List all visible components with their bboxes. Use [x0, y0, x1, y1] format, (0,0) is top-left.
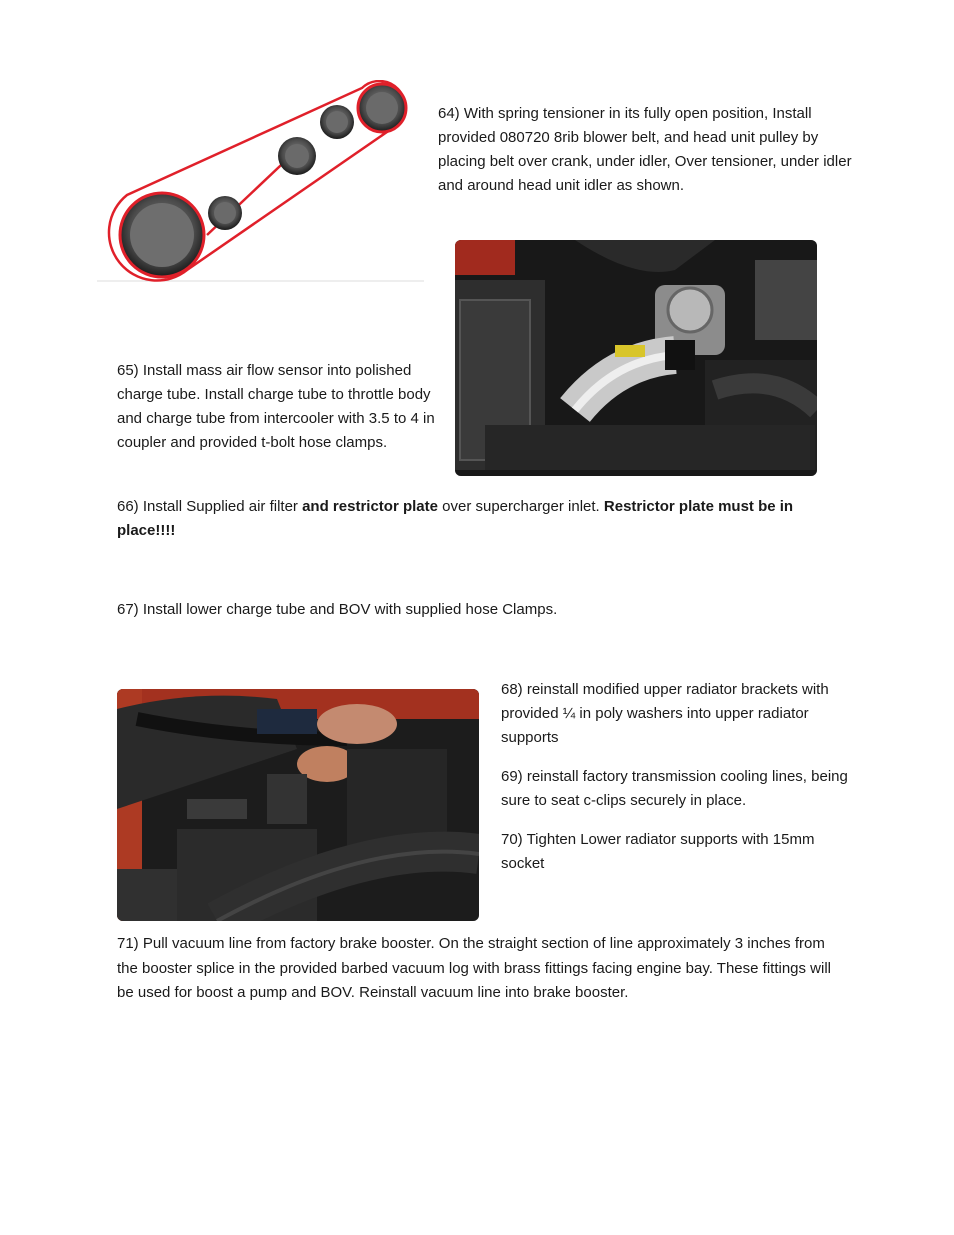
step-71: 71) Pull vacuum line from factory brake booster. On the straight section of line approximately 3 inches from the booster splice in the provided barbed vacuum log with brass fittings facing engine bay. These fittings will be used for boost a pump and BOV. Reinstall vacuum line into brake booster. — [117, 935, 832, 1001]
step-66-warning: Restrictor plate must be in place!!!! — [117, 498, 794, 539]
step-64: 64) With spring tensioner in its fully open position, Install provided 080720 8rib blower belt, and head unit pulley by placing belt over crank, under idler, Over tensioner, under idler and around head unit idler as shown. — [438, 105, 852, 194]
belt-routing-svg — [97, 80, 424, 283]
step-64-text — [438, 102, 858, 198]
step-66-bold-restrictor: and restrictor plate — [302, 498, 438, 515]
step-68: 68) reinstall modified upper radiator brackets with provided ¼ in poly washers into upper radiator supports — [501, 681, 829, 746]
step-66 — [117, 495, 847, 543]
step-67: 67) Install lower charge tube and BOV with supplied hose Clamps. — [117, 601, 558, 618]
step-65: 65) Install mass air flow sensor into polished charge tube. Install charge tube to throttle body and charge tube from intercooler with 3.5 to 4 in coupler and provided t-bolt hose clamps. — [117, 362, 435, 451]
step-70: 70) Tighten Lower radiator supports with 15mm socket — [501, 831, 815, 872]
step-69: 69) reinstall factory transmission cooling lines, being sure to seat c-clips securely in place. — [501, 768, 848, 809]
step-65-text — [117, 359, 437, 455]
charge-tube-photo — [455, 240, 817, 476]
step-66-part1: 66) Install Supplied air filter — [117, 498, 303, 515]
steps-68-70 — [501, 678, 851, 876]
step-67-text — [117, 598, 847, 622]
radiator-bracket-photo — [117, 689, 479, 921]
belt-routing-diagram — [97, 80, 424, 283]
step-66-text — [117, 495, 847, 543]
step-66-part3: over supercharger inlet. — [437, 498, 604, 515]
step-71-text — [117, 932, 847, 1006]
